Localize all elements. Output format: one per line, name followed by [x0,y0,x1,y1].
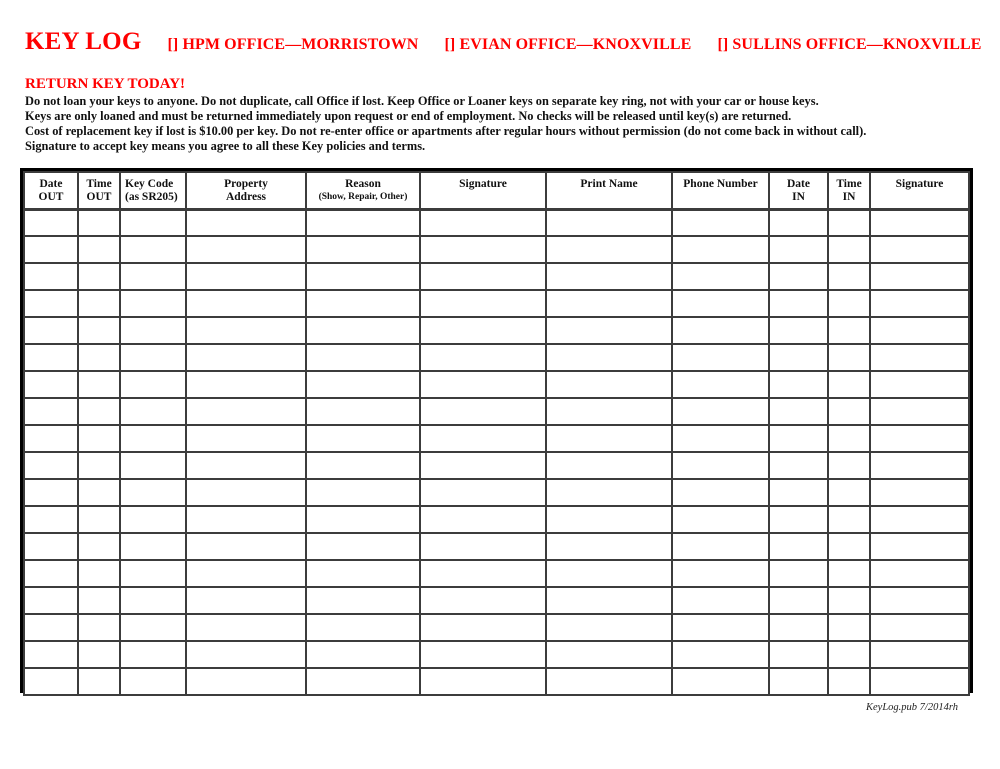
cell-signature-out[interactable] [420,371,546,398]
cell-date-out[interactable] [24,425,78,452]
cell-date-in[interactable] [769,344,828,371]
cell-print-name[interactable] [546,587,672,614]
table-row [24,641,969,668]
cell-key-code[interactable] [120,236,186,263]
cell-key-code[interactable] [120,425,186,452]
cell-time-in[interactable] [828,506,870,533]
cell-signature-in[interactable] [870,290,969,317]
column-header-date-out: Date OUT [24,172,78,209]
column-header-signature-in: Signature [870,172,969,209]
cell-signature-out[interactable] [420,587,546,614]
cell-key-code[interactable] [120,452,186,479]
cell-key-code[interactable] [120,317,186,344]
cell-property-address[interactable] [186,614,306,641]
policy-line: Keys are only loaned and must be returned immediately upon request or end of employment. No checks will be released until key(s) are returned. [25,109,792,123]
cell-signature-in[interactable] [870,398,969,425]
cell-signature-out[interactable] [420,641,546,668]
cell-time-in[interactable] [828,668,870,695]
cell-print-name[interactable] [546,263,672,290]
cell-time-out[interactable] [78,371,120,398]
header [25,28,982,56]
cell-date-out[interactable] [24,344,78,371]
cell-key-code[interactable] [120,398,186,425]
cell-property-address[interactable] [186,236,306,263]
cell-reason[interactable] [306,452,420,479]
table-row [24,371,969,398]
column-header-signature-out: Signature [420,172,546,209]
cell-signature-in[interactable] [870,344,969,371]
cell-reason[interactable] [306,614,420,641]
cell-time-in[interactable] [828,560,870,587]
cell-date-in[interactable] [769,398,828,425]
cell-key-code[interactable] [120,587,186,614]
cell-phone-number[interactable] [672,371,769,398]
cell-signature-in[interactable] [870,506,969,533]
cell-date-out[interactable] [24,533,78,560]
office-option-hpm[interactable] [167,36,418,54]
cell-time-in[interactable] [828,425,870,452]
cell-date-in[interactable] [769,533,828,560]
cell-signature-out[interactable] [420,263,546,290]
cell-reason[interactable] [306,371,420,398]
cell-time-out[interactable] [78,344,120,371]
cell-property-address[interactable] [186,344,306,371]
table-header-row [24,172,969,209]
cell-signature-in[interactable] [870,641,969,668]
cell-time-out[interactable] [78,209,120,236]
cell-date-in[interactable] [769,263,828,290]
cell-reason[interactable] [306,398,420,425]
cell-signature-in[interactable] [870,668,969,695]
cell-key-code[interactable] [120,290,186,317]
column-header-date-in: Date IN [769,172,828,209]
cell-signature-out[interactable] [420,668,546,695]
table-row [24,560,969,587]
checkbox-icon[interactable]: [] [167,36,179,53]
cell-print-name[interactable] [546,290,672,317]
cell-property-address[interactable] [186,641,306,668]
cell-time-in[interactable] [828,263,870,290]
cell-phone-number[interactable] [672,506,769,533]
cell-date-out[interactable] [24,668,78,695]
cell-date-in[interactable] [769,614,828,641]
cell-date-in[interactable] [769,560,828,587]
cell-reason[interactable] [306,641,420,668]
cell-date-in[interactable] [769,425,828,452]
table-row [24,263,969,290]
table-body [24,209,969,695]
cell-reason[interactable] [306,668,420,695]
cell-key-code[interactable] [120,560,186,587]
cell-signature-in[interactable] [870,614,969,641]
cell-date-in[interactable] [769,290,828,317]
cell-key-code[interactable] [120,614,186,641]
column-header-property-address: Property Address [186,172,306,209]
cell-phone-number[interactable] [672,641,769,668]
cell-time-out[interactable] [78,533,120,560]
table-row [24,236,969,263]
cell-date-out[interactable] [24,290,78,317]
policy-line: Signature to accept key means you agree to all these Key policies and terms. [25,139,426,153]
cell-phone-number[interactable] [672,533,769,560]
office-option-evian[interactable] [444,36,691,54]
cell-time-out[interactable] [78,506,120,533]
cell-time-out[interactable] [78,398,120,425]
cell-signature-in[interactable] [870,560,969,587]
cell-time-out[interactable] [78,317,120,344]
policy-line: Cost of replacement key if lost is $10.00 per key. Do not re-enter office or apartments after regular hours without permission (do not come back in without call). [25,124,867,138]
cell-time-out[interactable] [78,425,120,452]
cell-time-out[interactable] [78,668,120,695]
table-row [24,506,969,533]
cell-print-name[interactable] [546,236,672,263]
cell-time-out[interactable] [78,290,120,317]
key-log-table [20,168,973,693]
cell-time-out[interactable] [78,452,120,479]
cell-key-code[interactable] [120,263,186,290]
cell-print-name[interactable] [546,452,672,479]
cell-print-name[interactable] [546,506,672,533]
cell-key-code[interactable] [120,533,186,560]
key-policies [25,94,866,154]
cell-reason[interactable] [306,425,420,452]
cell-signature-out[interactable] [420,317,546,344]
cell-time-in[interactable] [828,236,870,263]
column-header-key-code: Key Code (as SR205) [120,172,186,209]
cell-phone-number[interactable] [672,452,769,479]
cell-reason[interactable] [306,479,420,506]
cell-time-in[interactable] [828,371,870,398]
cell-time-in[interactable] [828,344,870,371]
cell-reason[interactable] [306,209,420,236]
cell-date-in[interactable] [769,506,828,533]
cell-property-address[interactable] [186,668,306,695]
cell-time-in[interactable] [828,614,870,641]
cell-reason[interactable] [306,587,420,614]
table-row [24,425,969,452]
cell-signature-out[interactable] [420,290,546,317]
cell-phone-number[interactable] [672,344,769,371]
cell-print-name[interactable] [546,344,672,371]
cell-date-out[interactable] [24,641,78,668]
cell-date-in[interactable] [769,587,828,614]
cell-date-out[interactable] [24,614,78,641]
cell-time-out[interactable] [78,560,120,587]
table-row [24,614,969,641]
cell-reason[interactable] [306,560,420,587]
cell-print-name[interactable] [546,560,672,587]
cell-phone-number[interactable] [672,587,769,614]
cell-date-out[interactable] [24,263,78,290]
checkbox-icon[interactable]: [] [717,36,729,53]
cell-key-code[interactable] [120,479,186,506]
cell-reason[interactable] [306,533,420,560]
cell-phone-number[interactable] [672,668,769,695]
cell-signature-out[interactable] [420,560,546,587]
cell-key-code[interactable] [120,506,186,533]
cell-phone-number[interactable] [672,398,769,425]
return-key-heading: RETURN KEY TODAY! [25,76,186,92]
column-header-reason: Reason (Show, Repair, Other) [306,172,420,209]
cell-reason[interactable] [306,506,420,533]
cell-print-name[interactable] [546,209,672,236]
cell-time-out[interactable] [78,587,120,614]
cell-property-address[interactable] [186,533,306,560]
cell-date-out[interactable] [24,560,78,587]
office-label: HPM OFFICE—MORRISTOWN [182,36,419,53]
cell-key-code[interactable] [120,209,186,236]
cell-signature-in[interactable] [870,371,969,398]
cell-date-out[interactable] [24,506,78,533]
cell-date-in[interactable] [769,452,828,479]
cell-time-out[interactable] [78,641,120,668]
cell-property-address[interactable] [186,371,306,398]
cell-date-out[interactable] [24,398,78,425]
cell-signature-out[interactable] [420,236,546,263]
cell-key-code[interactable] [120,371,186,398]
cell-time-in[interactable] [828,317,870,344]
cell-date-out[interactable] [24,452,78,479]
cell-signature-in[interactable] [870,425,969,452]
cell-time-in[interactable] [828,533,870,560]
cell-reason[interactable] [306,344,420,371]
cell-date-in[interactable] [769,236,828,263]
cell-print-name[interactable] [546,317,672,344]
table-row [24,317,969,344]
cell-signature-in[interactable] [870,263,969,290]
cell-time-in[interactable] [828,209,870,236]
cell-time-in[interactable] [828,452,870,479]
cell-reason[interactable] [306,317,420,344]
cell-signature-in[interactable] [870,587,969,614]
cell-phone-number[interactable] [672,560,769,587]
cell-reason[interactable] [306,290,420,317]
cell-date-in[interactable] [769,479,828,506]
column-header-time-out: Time OUT [78,172,120,209]
page-title: KEY LOG [25,28,142,55]
policy-line: Do not loan your keys to anyone. Do not duplicate, call Office if lost. Keep Office or Loaner keys on separate key ring, not with your car or house keys. [25,94,819,108]
cell-property-address[interactable] [186,479,306,506]
cell-print-name[interactable] [546,533,672,560]
table-row [24,668,969,695]
cell-reason[interactable] [306,236,420,263]
cell-time-in[interactable] [828,398,870,425]
cell-print-name[interactable] [546,479,672,506]
office-option-sullins[interactable] [717,36,981,54]
cell-property-address[interactable] [186,317,306,344]
cell-date-out[interactable] [24,479,78,506]
cell-time-in[interactable] [828,290,870,317]
cell-key-code[interactable] [120,668,186,695]
cell-time-out[interactable] [78,479,120,506]
cell-signature-out[interactable] [420,533,546,560]
cell-key-code[interactable] [120,344,186,371]
cell-phone-number[interactable] [672,425,769,452]
cell-signature-out[interactable] [420,614,546,641]
column-header-time-in: Time IN [828,172,870,209]
cell-property-address[interactable] [186,263,306,290]
cell-signature-in[interactable] [870,236,969,263]
cell-signature-out[interactable] [420,479,546,506]
cell-property-address[interactable] [186,209,306,236]
table-row [24,344,969,371]
cell-property-address[interactable] [186,452,306,479]
cell-phone-number[interactable] [672,209,769,236]
file-version-label: KeyLog.pub 7/2014rh [866,702,958,713]
cell-phone-number[interactable] [672,290,769,317]
cell-phone-number[interactable] [672,236,769,263]
cell-time-out[interactable] [78,263,120,290]
cell-date-out[interactable] [24,371,78,398]
cell-signature-in[interactable] [870,479,969,506]
table-row [24,290,969,317]
cell-date-in[interactable] [769,641,828,668]
cell-time-in[interactable] [828,479,870,506]
cell-date-out[interactable] [24,209,78,236]
table-row [24,209,969,236]
cell-print-name[interactable] [546,398,672,425]
cell-signature-in[interactable] [870,452,969,479]
table-row [24,587,969,614]
cell-property-address[interactable] [186,560,306,587]
cell-phone-number[interactable] [672,263,769,290]
cell-date-in[interactable] [769,317,828,344]
cell-signature-out[interactable] [420,209,546,236]
cell-phone-number[interactable] [672,317,769,344]
cell-signature-in[interactable] [870,317,969,344]
cell-property-address[interactable] [186,290,306,317]
checkbox-icon[interactable]: [] [444,36,456,53]
cell-time-in[interactable] [828,587,870,614]
cell-date-out[interactable] [24,236,78,263]
table-row [24,533,969,560]
cell-signature-out[interactable] [420,506,546,533]
cell-signature-out[interactable] [420,398,546,425]
cell-print-name[interactable] [546,668,672,695]
office-label: EVIAN OFFICE—KNOXVILLE [459,36,692,53]
cell-property-address[interactable] [186,587,306,614]
cell-signature-in[interactable] [870,209,969,236]
column-header-print-name: Print Name [546,172,672,209]
cell-print-name[interactable] [546,614,672,641]
cell-signature-out[interactable] [420,344,546,371]
cell-print-name[interactable] [546,641,672,668]
cell-date-in[interactable] [769,668,828,695]
cell-signature-out[interactable] [420,425,546,452]
cell-date-out[interactable] [24,587,78,614]
cell-phone-number[interactable] [672,479,769,506]
cell-date-in[interactable] [769,371,828,398]
cell-print-name[interactable] [546,425,672,452]
cell-date-in[interactable] [769,209,828,236]
column-header-phone-number: Phone Number [672,172,769,209]
office-label: SULLINS OFFICE—KNOXVILLE [732,36,982,53]
cell-time-out[interactable] [78,614,120,641]
table-row [24,398,969,425]
cell-property-address[interactable] [186,398,306,425]
cell-signature-out[interactable] [420,452,546,479]
cell-signature-in[interactable] [870,533,969,560]
cell-reason[interactable] [306,263,420,290]
cell-phone-number[interactable] [672,614,769,641]
table-row [24,479,969,506]
cell-time-in[interactable] [828,641,870,668]
cell-print-name[interactable] [546,371,672,398]
cell-date-out[interactable] [24,317,78,344]
cell-property-address[interactable] [186,506,306,533]
cell-property-address[interactable] [186,425,306,452]
table-row [24,452,969,479]
cell-time-out[interactable] [78,236,120,263]
cell-key-code[interactable] [120,641,186,668]
